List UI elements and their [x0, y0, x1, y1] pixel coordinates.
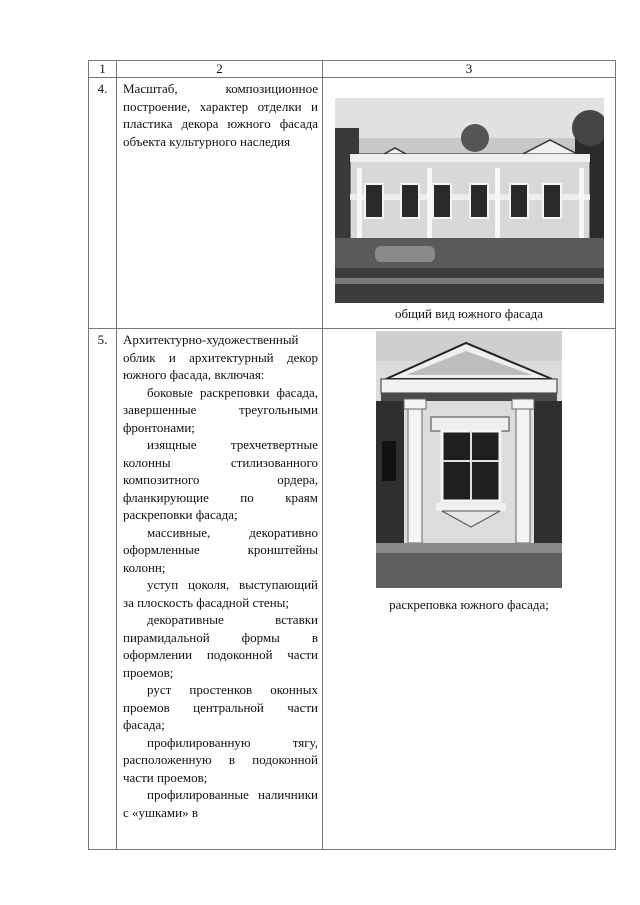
description-paragraph: декоративные вставки пирамидальной формы в оформлении подоконной части проемов;: [123, 612, 318, 680]
description-paragraph: боковые раскреповки фасада, завершенные треугольными фронтонами;: [123, 384, 318, 435]
row-description: [117, 329, 323, 850]
description-paragraph: профилированную тягу, расположенную в подоконной части проемов;: [123, 734, 318, 785]
description-paragraph: Архитектурно-художественный облик и архитектурный декор южного фасада, включая:: [123, 332, 318, 382]
monument-table: [88, 60, 616, 850]
row-description: [117, 78, 323, 329]
description-paragraph: массивные, декоративно оформленные кронштейны колонн;: [123, 524, 318, 575]
description-paragraph: руст простенков оконных проемов центральной части фасада;: [123, 682, 318, 732]
photo-caption: раскреповка южного фасада;: [389, 597, 549, 612]
table-row: [89, 78, 616, 329]
facade-projection-photo: [376, 331, 562, 588]
photo-caption: общий вид южного фасада: [394, 306, 544, 321]
building-south-facade-photo: [335, 98, 604, 303]
table-header-row: [89, 61, 616, 78]
description-paragraph: уступ цоколя, выступающий за плоскость фасадной стены;: [123, 577, 318, 610]
header-col-3: 3: [323, 61, 616, 78]
header-col-1: 1: [89, 61, 117, 78]
row-photo-cell: [323, 78, 616, 329]
header-col-2: 2: [117, 61, 323, 78]
table-row: [89, 329, 616, 850]
row-number: 5.: [89, 329, 117, 850]
row-number: 4.: [89, 78, 117, 329]
description-paragraph: Масштаб, композиционное построение, характер отделки и пластика декора южного фасада объекта культурного наследия: [123, 81, 318, 149]
description-paragraph: изящные трехчетвертные колонны стилизованного композитного ордера, фланкирующие по краям раскреповки фасада;: [123, 437, 318, 522]
row-photo-cell: [323, 329, 616, 850]
description-paragraph: профилированные наличники с «ушками» в: [123, 787, 318, 820]
